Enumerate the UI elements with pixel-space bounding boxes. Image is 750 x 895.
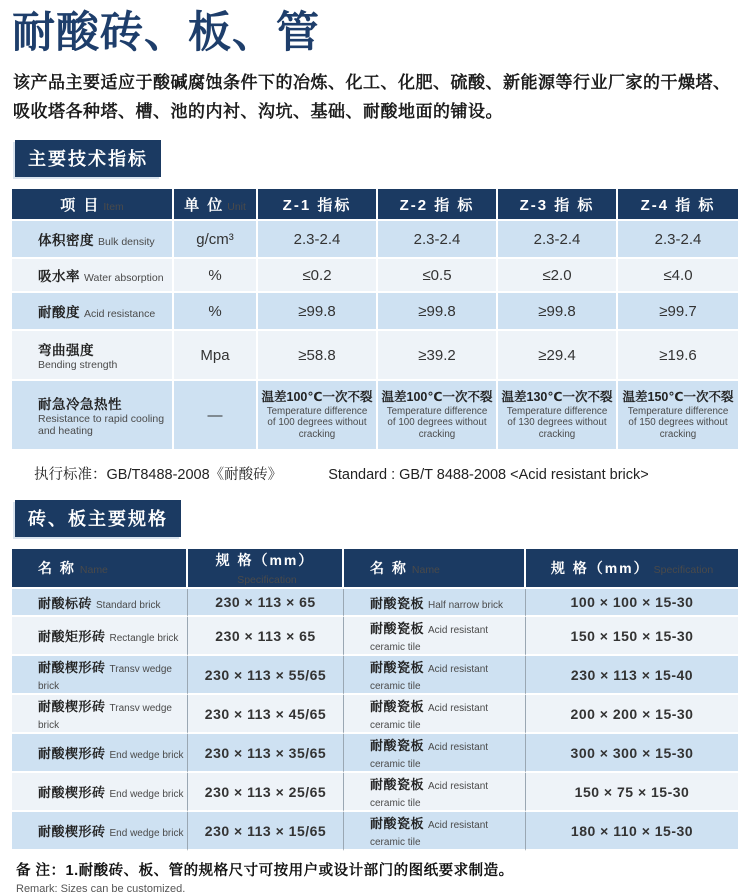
section-header-sizes: 砖、板主要规格 [15,500,181,537]
section-header-tech-specs: 主要技术指标 [15,140,161,177]
name-header-en: Name [79,564,108,576]
tile-name-zh: 耐酸瓷板 [370,621,425,636]
unit-cell: g/cm³ [174,221,258,259]
tile-spec-cell: 180 × 110 × 15-30 [526,812,738,851]
name-header-zh: 名 称 [38,560,76,576]
tile-name-en: Acid resistant ceramic tile [370,625,489,653]
thermal-zh: 温差100℃一次不裂 [381,389,493,404]
row-label-zh: 体积密度 [38,233,94,248]
brick-spec-cell: 230 × 113 × 35/65 [188,734,344,773]
table-row-bending-strength [12,331,738,381]
brick-spec-cell: 230 × 113 × 55/65 [188,656,344,695]
tile-spec-cell: 230 × 113 × 15-40 [526,656,738,695]
value-cell: ≥19.6 [618,331,738,381]
brick-name-zh: 耐酸楔形砖 [38,824,106,839]
brick-name-zh: 耐酸楔形砖 [38,660,106,675]
row-label [12,221,174,259]
thermal-zh: 温差100℃一次不裂 [261,389,373,404]
tile-name-en: Acid resistant ceramic tile [370,742,489,770]
tile-name-zh: 耐酸瓷板 [370,595,425,611]
tile-spec-cell: 150 × 75 × 15-30 [526,773,738,812]
tile-name-en: Acid resistant ceramic tile [370,781,489,809]
brick-name-en: End wedge brick [109,750,184,761]
brick-name-zh: 耐酸楔形砖 [38,746,106,761]
col-header-name-left [12,549,188,589]
col-header-item-zh: 项 目 [60,196,101,214]
tile-name-zh: 耐酸瓷板 [370,699,425,714]
brick-name-zh: 耐酸楔形砖 [38,699,106,714]
col-header-unit [174,189,258,221]
brick-spec-cell: 230 × 113 × 65 [188,589,344,617]
standard-reference [34,463,750,484]
standard-zh: 执行标准：GB/T8488-2008《耐酸砖》 [34,467,283,483]
col-header-unit-zh: 单 位 [184,196,225,214]
thermal-zh: 温差130℃一次不裂 [501,389,613,404]
unit-cell: % [174,259,258,293]
brick-name-en: End wedge brick [109,828,184,839]
value-cell [258,381,378,451]
tile-name-cell [344,812,526,851]
remark-en: Remark: Sizes can be customized. [16,883,186,895]
size-row [12,734,738,773]
row-label-en: Acid resistance [84,308,156,320]
tile-name-en: Half narrow brick [428,599,504,611]
tile-name-cell [344,695,526,734]
col-header-item [12,189,174,221]
page-title: 耐酸砖、板、管 [12,9,320,57]
row-label-zh: 耐酸度 [38,305,80,320]
value-cell [498,381,618,451]
brick-name-cell [12,617,188,656]
value-cell [618,381,738,451]
thermal-en: Temperature difference of 100 degrees without cracking [266,405,368,440]
product-description: 该产品主要适应于酸碱腐蚀条件下的冶炼、化工、化肥、硫酸、新能源等行业厂家的干燥塔、吸收塔各种塔、槽、池的内衬、沟坑、基础、耐酸地面的铺设。 [13,73,731,121]
brick-name-zh: 耐酸标砖 [38,595,93,611]
thermal-en: Temperature difference of 150 degrees without cracking [627,405,729,440]
value-cell: ≥58.8 [258,331,378,381]
col-header-z2: Z-2 指 标 [378,189,498,221]
brick-name-cell [12,656,188,695]
row-label [12,293,174,331]
brick-name-en: Transv wedge brick [38,664,172,692]
brick-spec-cell: 230 × 113 × 15/65 [188,812,344,851]
tile-name-zh: 耐酸瓷板 [370,816,425,831]
value-cell: ≥99.8 [498,293,618,331]
brick-name-en: Transv wedge brick [38,703,172,731]
col-header-z3: Z-3 指 标 [498,189,618,221]
table-row-bulk-density [12,221,738,259]
value-cell: 2.3-2.4 [618,221,738,259]
col-header-name-right [344,549,526,589]
standard-en: Standard : GB/T 8488-2008 <Acid resistant brick> [328,467,649,483]
value-cell: ≤0.5 [378,259,498,293]
unit-cell: Mpa [174,331,258,381]
tech-spec-header-row [12,189,738,221]
brick-spec-cell: 230 × 113 × 65 [188,617,344,656]
size-row [12,589,738,617]
tile-spec-cell: 200 × 200 × 15-30 [526,695,738,734]
unit-cell: % [174,293,258,331]
brick-name-en: Rectangle brick [109,633,179,644]
col-header-z4: Z-4 指 标 [618,189,738,221]
value-cell: 2.3-2.4 [258,221,378,259]
thermal-en: Temperature difference of 130 degrees without cracking [506,405,608,440]
col-header-item-en: Item [103,200,124,213]
value-cell: ≤4.0 [618,259,738,293]
value-cell: ≥99.7 [618,293,738,331]
row-label-zh: 耐急冷急热性 [38,397,122,412]
size-row [12,695,738,734]
tile-name-zh: 耐酸瓷板 [370,777,425,792]
row-label-en: Bending strength [38,359,118,371]
brick-spec-cell: 230 × 113 × 45/65 [188,695,344,734]
row-label [12,381,174,451]
row-label-zh: 弯曲强度 [38,343,94,358]
col-header-z1: Z-1 指标 [258,189,378,221]
tile-name-en: Acid resistant ceramic tile [370,664,489,692]
row-label-en: Water absorption [84,272,164,284]
brick-name-en: Standard brick [96,599,161,611]
value-cell: ≥39.2 [378,331,498,381]
brick-name-cell [12,695,188,734]
table-row-water-absorption [12,259,738,293]
size-spec-header-row [12,549,738,589]
value-cell: 2.3-2.4 [378,221,498,259]
size-row [12,812,738,851]
spec-header-en: Specification [653,564,714,576]
name-header-en: Name [411,564,440,576]
row-label [12,331,174,381]
size-row [12,656,738,695]
tile-spec-cell: 100 × 100 × 15-30 [526,589,738,617]
row-label-zh: 吸水率 [38,269,80,284]
brick-name-zh: 耐酸楔形砖 [38,785,106,800]
row-label-en: Bulk density [98,236,155,248]
value-cell: ≤2.0 [498,259,618,293]
remark-zh: 备 注：1.耐酸砖、板、管的规格尺寸可按用户或设计部门的图纸要求制造。 [16,863,514,879]
name-header-zh: 名 称 [370,560,408,576]
value-cell: 2.3-2.4 [498,221,618,259]
spec-header-zh: 规 格（mm） [215,552,315,568]
value-cell: ≤0.2 [258,259,378,293]
tile-name-cell [344,617,526,656]
value-cell: ≥29.4 [498,331,618,381]
remark-block [16,859,750,895]
value-cell: ≥99.8 [378,293,498,331]
row-label-en: Resistance to rapid cooling and heating [38,413,165,437]
value-cell: ≥99.8 [258,293,378,331]
brick-name-cell [12,589,188,617]
table-row-thermal-shock [12,381,738,451]
table-row-acid-resistance [12,293,738,331]
spec-header-en: Specification [237,574,297,586]
tile-name-zh: 耐酸瓷板 [370,660,425,675]
tile-name-cell [344,589,526,617]
tile-name-en: Acid resistant ceramic tile [370,703,489,731]
tech-spec-table [12,189,738,451]
tile-spec-cell: 150 × 150 × 15-30 [526,617,738,656]
size-spec-table [12,549,738,851]
tile-name-cell [344,734,526,773]
tile-name-cell [344,656,526,695]
tile-name-zh: 耐酸瓷板 [370,738,425,753]
brick-name-cell [12,734,188,773]
thermal-en: Temperature difference of 100 degrees without cracking [386,405,488,440]
tile-spec-cell: 300 × 300 × 15-30 [526,734,738,773]
tile-name-en: Acid resistant ceramic tile [370,820,489,848]
size-row [12,617,738,656]
brick-name-zh: 耐酸矩形砖 [38,629,106,644]
value-cell [378,381,498,451]
unit-cell: — [174,381,258,451]
spec-header-zh: 规 格（mm） [550,560,650,576]
col-header-unit-en: Unit [227,200,246,213]
col-header-spec-left [188,549,344,589]
brick-name-cell [12,812,188,851]
row-label [12,259,174,293]
brick-name-en: End wedge brick [109,789,184,800]
brick-spec-cell: 230 × 113 × 25/65 [188,773,344,812]
col-header-spec-right [526,549,738,589]
thermal-zh: 温差150℃一次不裂 [622,389,734,404]
